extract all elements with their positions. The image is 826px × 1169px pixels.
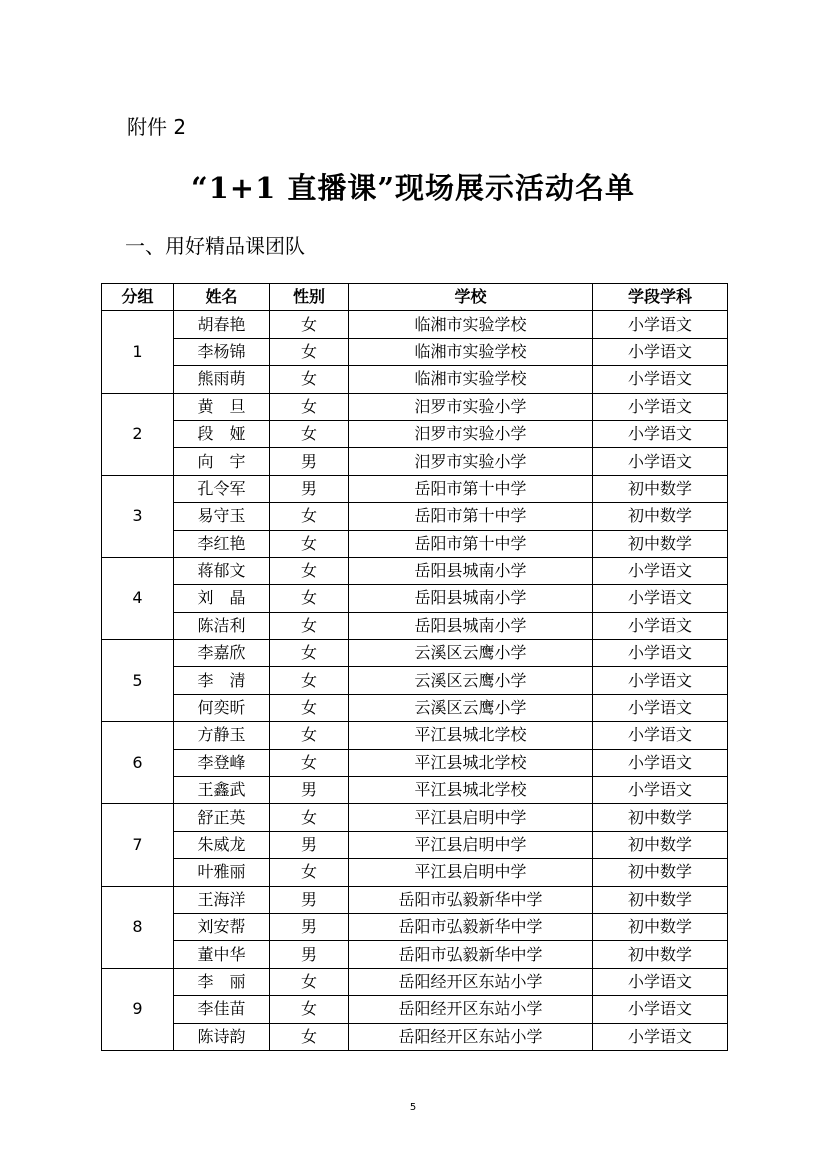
subject-cell: 小学语文 xyxy=(593,749,728,776)
school-cell: 汨罗市实验小学 xyxy=(349,448,593,475)
gender-cell: 女 xyxy=(270,859,349,886)
gender-cell: 女 xyxy=(270,996,349,1023)
subject-cell: 小学语文 xyxy=(593,996,728,1023)
group-cell: 3 xyxy=(102,475,174,557)
group-cell: 4 xyxy=(102,557,174,639)
header-subject: 学段学科 xyxy=(593,284,728,311)
name-cell: 胡春艳 xyxy=(174,311,270,338)
gender-cell: 男 xyxy=(270,777,349,804)
gender-cell: 女 xyxy=(270,667,349,694)
subject-cell: 小学语文 xyxy=(593,777,728,804)
attachment-label: 附件 2 xyxy=(127,115,187,139)
name-cell: 方静玉 xyxy=(174,722,270,749)
gender-cell: 女 xyxy=(270,311,349,338)
school-cell: 平江县启明中学 xyxy=(349,804,593,831)
name-cell: 陈诗韵 xyxy=(174,1023,270,1050)
table-body xyxy=(102,311,728,1051)
subject-cell: 初中数学 xyxy=(593,475,728,502)
name-cell: 李 清 xyxy=(174,667,270,694)
table-row xyxy=(102,311,728,338)
roster-table xyxy=(101,283,728,1051)
school-cell: 岳阳市弘毅新华中学 xyxy=(349,886,593,913)
table-row xyxy=(102,612,728,639)
table-row xyxy=(102,694,728,721)
page-number: 5 xyxy=(409,1102,417,1113)
table-row xyxy=(102,420,728,447)
name-cell: 朱威龙 xyxy=(174,831,270,858)
table-row xyxy=(102,393,728,420)
subject-cell: 小学语文 xyxy=(593,366,728,393)
name-cell: 易守玉 xyxy=(174,503,270,530)
subject-cell: 初中数学 xyxy=(593,804,728,831)
school-cell: 平江县启明中学 xyxy=(349,859,593,886)
table-row xyxy=(102,640,728,667)
table-row xyxy=(102,585,728,612)
name-cell: 陈洁利 xyxy=(174,612,270,639)
gender-cell: 女 xyxy=(270,968,349,995)
subject-cell: 小学语文 xyxy=(593,694,728,721)
subject-cell: 初中数学 xyxy=(593,913,728,940)
subject-cell: 小学语文 xyxy=(593,557,728,584)
gender-cell: 女 xyxy=(270,366,349,393)
gender-cell: 女 xyxy=(270,612,349,639)
table-row xyxy=(102,667,728,694)
gender-cell: 男 xyxy=(270,886,349,913)
name-cell: 董中华 xyxy=(174,941,270,968)
school-cell: 云溪区云鹰小学 xyxy=(349,694,593,721)
header-group: 分组 xyxy=(102,284,174,311)
subject-cell: 初中数学 xyxy=(593,530,728,557)
school-cell: 临湘市实验学校 xyxy=(349,366,593,393)
name-cell: 王海洋 xyxy=(174,886,270,913)
school-cell: 岳阳县城南小学 xyxy=(349,585,593,612)
table-row xyxy=(102,722,728,749)
header-name: 姓名 xyxy=(174,284,270,311)
name-cell: 黄 旦 xyxy=(174,393,270,420)
subject-cell: 小学语文 xyxy=(593,585,728,612)
subject-cell: 小学语文 xyxy=(593,612,728,639)
table-row xyxy=(102,831,728,858)
gender-cell: 女 xyxy=(270,804,349,831)
subject-cell: 初中数学 xyxy=(593,859,728,886)
subject-cell: 小学语文 xyxy=(593,448,728,475)
group-cell: 6 xyxy=(102,722,174,804)
name-cell: 李红艳 xyxy=(174,530,270,557)
table-row xyxy=(102,448,728,475)
gender-cell: 女 xyxy=(270,393,349,420)
gender-cell: 女 xyxy=(270,585,349,612)
subject-cell: 初中数学 xyxy=(593,941,728,968)
school-cell: 岳阳县城南小学 xyxy=(349,612,593,639)
subject-cell: 小学语文 xyxy=(593,1023,728,1050)
gender-cell: 男 xyxy=(270,448,349,475)
subject-cell: 小学语文 xyxy=(593,667,728,694)
gender-cell: 男 xyxy=(270,831,349,858)
gender-cell: 男 xyxy=(270,475,349,502)
gender-cell: 女 xyxy=(270,694,349,721)
group-cell: 8 xyxy=(102,886,174,968)
gender-cell: 男 xyxy=(270,913,349,940)
school-cell: 平江县启明中学 xyxy=(349,831,593,858)
table-row xyxy=(102,859,728,886)
table-row xyxy=(102,886,728,913)
name-cell: 李佳苗 xyxy=(174,996,270,1023)
gender-cell: 女 xyxy=(270,530,349,557)
header-school: 学校 xyxy=(349,284,593,311)
group-cell: 5 xyxy=(102,640,174,722)
school-cell: 汨罗市实验小学 xyxy=(349,393,593,420)
table-row xyxy=(102,366,728,393)
name-cell: 李登峰 xyxy=(174,749,270,776)
table-row xyxy=(102,530,728,557)
table-row xyxy=(102,475,728,502)
table-row xyxy=(102,913,728,940)
table-row xyxy=(102,996,728,1023)
school-cell: 岳阳经开区东站小学 xyxy=(349,996,593,1023)
name-cell: 李嘉欣 xyxy=(174,640,270,667)
gender-cell: 女 xyxy=(270,503,349,530)
group-cell: 2 xyxy=(102,393,174,475)
subject-cell: 小学语文 xyxy=(593,311,728,338)
school-cell: 云溪区云鹰小学 xyxy=(349,667,593,694)
gender-cell: 女 xyxy=(270,722,349,749)
school-cell: 岳阳市弘毅新华中学 xyxy=(349,941,593,968)
subject-cell: 小学语文 xyxy=(593,968,728,995)
school-cell: 汨罗市实验小学 xyxy=(349,420,593,447)
subject-cell: 初中数学 xyxy=(593,831,728,858)
header-gender: 性别 xyxy=(270,284,349,311)
name-cell: 蒋郁文 xyxy=(174,557,270,584)
school-cell: 岳阳经开区东站小学 xyxy=(349,1023,593,1050)
name-cell: 李 丽 xyxy=(174,968,270,995)
name-cell: 李杨锦 xyxy=(174,338,270,365)
subject-cell: 初中数学 xyxy=(593,503,728,530)
name-cell: 孔令军 xyxy=(174,475,270,502)
section-heading: 一、用好精品课团队 xyxy=(125,234,305,258)
table-row xyxy=(102,777,728,804)
school-cell: 岳阳市第十中学 xyxy=(349,530,593,557)
name-cell: 叶雅丽 xyxy=(174,859,270,886)
gender-cell: 女 xyxy=(270,420,349,447)
subject-cell: 小学语文 xyxy=(593,338,728,365)
school-cell: 岳阳市弘毅新华中学 xyxy=(349,913,593,940)
group-cell: 7 xyxy=(102,804,174,886)
name-cell: 王鑫武 xyxy=(174,777,270,804)
table-row xyxy=(102,804,728,831)
table-row xyxy=(102,749,728,776)
subject-cell: 小学语文 xyxy=(593,393,728,420)
name-cell: 刘安帮 xyxy=(174,913,270,940)
table-row xyxy=(102,557,728,584)
table-row xyxy=(102,968,728,995)
name-cell: 舒正英 xyxy=(174,804,270,831)
school-cell: 平江县城北学校 xyxy=(349,722,593,749)
name-cell: 熊雨萌 xyxy=(174,366,270,393)
table-row xyxy=(102,503,728,530)
school-cell: 云溪区云鹰小学 xyxy=(349,640,593,667)
gender-cell: 女 xyxy=(270,749,349,776)
name-cell: 刘 晶 xyxy=(174,585,270,612)
table-header-row xyxy=(102,284,728,311)
name-cell: 向 宇 xyxy=(174,448,270,475)
group-cell: 1 xyxy=(102,311,174,393)
school-cell: 平江县城北学校 xyxy=(349,777,593,804)
gender-cell: 女 xyxy=(270,640,349,667)
gender-cell: 女 xyxy=(270,1023,349,1050)
name-cell: 段 娅 xyxy=(174,420,270,447)
subject-cell: 小学语文 xyxy=(593,420,728,447)
school-cell: 临湘市实验学校 xyxy=(349,338,593,365)
school-cell: 岳阳市第十中学 xyxy=(349,503,593,530)
table-row xyxy=(102,338,728,365)
table-row xyxy=(102,1023,728,1050)
document-title: “1+1 直播课”现场展示活动名单 xyxy=(190,171,636,205)
name-cell: 何奕昕 xyxy=(174,694,270,721)
subject-cell: 小学语文 xyxy=(593,722,728,749)
gender-cell: 女 xyxy=(270,557,349,584)
gender-cell: 男 xyxy=(270,941,349,968)
school-cell: 岳阳县城南小学 xyxy=(349,557,593,584)
school-cell: 平江县城北学校 xyxy=(349,749,593,776)
school-cell: 岳阳市第十中学 xyxy=(349,475,593,502)
gender-cell: 女 xyxy=(270,338,349,365)
subject-cell: 小学语文 xyxy=(593,640,728,667)
school-cell: 临湘市实验学校 xyxy=(349,311,593,338)
subject-cell: 初中数学 xyxy=(593,886,728,913)
table-row xyxy=(102,941,728,968)
group-cell: 9 xyxy=(102,968,174,1050)
school-cell: 岳阳经开区东站小学 xyxy=(349,968,593,995)
